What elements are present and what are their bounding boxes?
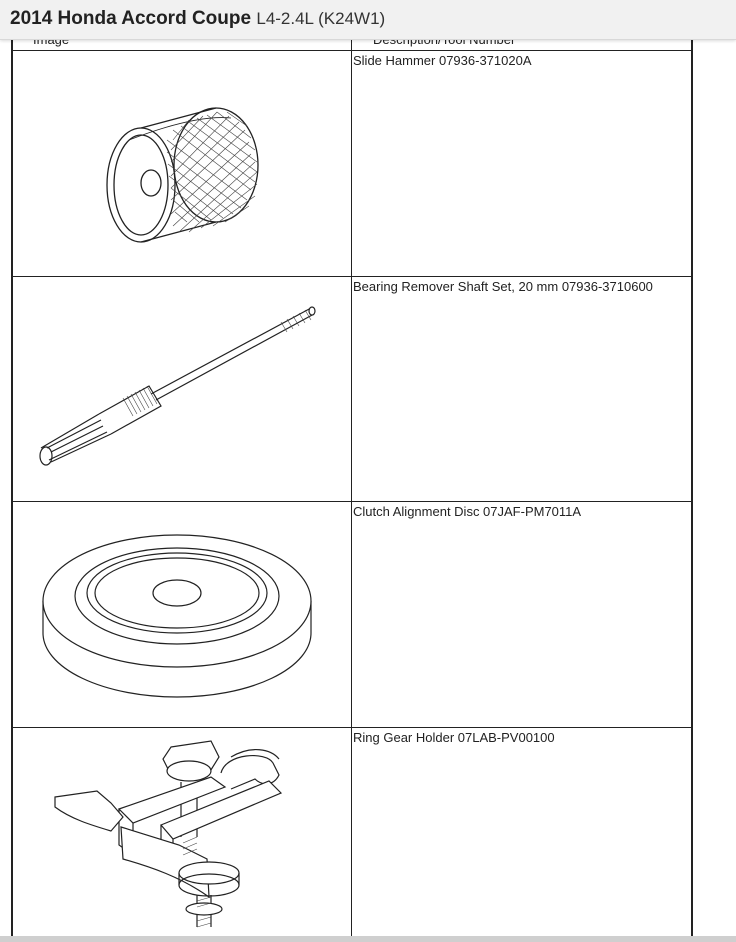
tool-description: Ring Gear Holder 07LAB-PV00100	[353, 730, 555, 745]
tool-description: Bearing Remover Shaft Set, 20 mm 07936-3710600	[353, 279, 653, 294]
table-row	[11, 50, 693, 277]
tool-description: Slide Hammer 07936-371020A	[353, 53, 532, 68]
shaft-set-drawing	[11, 276, 351, 506]
alignment-disc-drawing	[11, 501, 351, 732]
table-row	[11, 276, 693, 502]
engine-spec: L4-2.4L (K24W1)	[256, 9, 386, 28]
ring-gear-holder-drawing	[11, 727, 351, 942]
table-row	[11, 501, 693, 728]
table-row	[11, 727, 693, 942]
page-title	[10, 8, 385, 30]
tool-description: Clutch Alignment Disc 07JAF-PM7011A	[353, 504, 582, 519]
horizontal-scrollbar[interactable]	[0, 936, 736, 942]
slide-hammer-drawing	[11, 50, 351, 281]
title-bar	[0, 0, 736, 40]
vehicle-model: 2014 Honda Accord Coupe	[10, 8, 252, 29]
